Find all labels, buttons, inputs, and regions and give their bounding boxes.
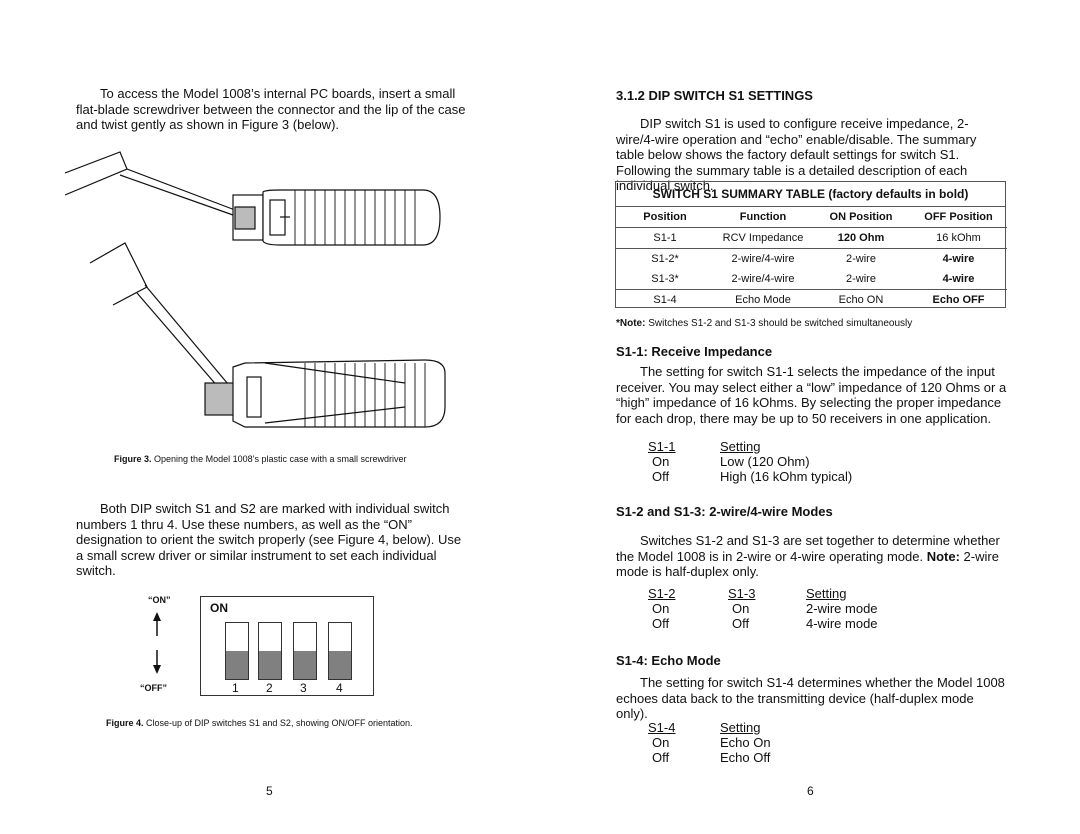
figure-3-label: Figure 3. bbox=[114, 454, 152, 464]
table-header: ON Position bbox=[829, 211, 893, 223]
table-row bbox=[616, 269, 1007, 290]
summary-table-box bbox=[615, 181, 1006, 308]
settings-cell: On bbox=[732, 601, 750, 616]
s1-4-heading: S1-4: Echo Mode bbox=[616, 653, 721, 668]
settings-row bbox=[648, 601, 878, 616]
arrow-up-icon bbox=[152, 612, 162, 636]
dip-switch-1 bbox=[225, 622, 249, 680]
settings-cell: Off bbox=[652, 750, 670, 765]
table-note bbox=[616, 318, 912, 329]
table-cell: 2-wire/4-wire bbox=[731, 273, 795, 285]
s1-1-heading: S1-1: Receive Impedance bbox=[616, 344, 773, 359]
s1-2-3-heading: S1-2 and S1-3: 2-wire/4-wire Modes bbox=[616, 504, 833, 519]
dip-switch-3 bbox=[293, 622, 317, 680]
s1-4-paragraph: The setting for switch S1-4 determines whether the Model 1008 echoes data back to the transmitting device (half-duplex mode only). bbox=[616, 675, 1005, 721]
dip-number-3: 3 bbox=[300, 681, 307, 695]
note-text: Switches S1-2 and S1-3 should be switched simultaneously bbox=[645, 318, 913, 329]
figure-4-label: Figure 4. bbox=[106, 718, 144, 728]
s1-1-settings bbox=[648, 439, 852, 484]
table-cell: S1-4 bbox=[653, 294, 677, 306]
table-cell: S1-2* bbox=[651, 253, 679, 265]
fig4-off-label: “OFF” bbox=[140, 683, 167, 693]
table-header: Position bbox=[643, 211, 687, 223]
section-heading: 3.1.2 DIP SWITCH S1 SETTINGS bbox=[616, 88, 813, 103]
summary-table bbox=[616, 207, 1007, 310]
table-cell: S1-1 bbox=[653, 232, 677, 244]
table-cell: Echo Mode bbox=[735, 294, 791, 306]
figure-3-illustration bbox=[65, 145, 465, 450]
page-number-left: 5 bbox=[266, 784, 273, 798]
settings-row bbox=[648, 454, 852, 469]
settings-col-header: Setting bbox=[720, 720, 761, 735]
table-cell: RCV Impedance bbox=[722, 232, 804, 244]
settings-cell: 2-wire mode bbox=[806, 601, 878, 616]
settings-cell: Low (120 Ohm) bbox=[720, 454, 810, 469]
table-row bbox=[616, 228, 1007, 249]
settings-col-header: Setting bbox=[806, 586, 847, 601]
table-cell: S1-3* bbox=[651, 273, 679, 285]
note-label: *Note: bbox=[616, 318, 646, 329]
table-cell: Echo OFF bbox=[932, 294, 985, 306]
settings-cell: On bbox=[652, 601, 670, 616]
table-cell: Echo ON bbox=[838, 294, 884, 306]
settings-col-header: S1-3 bbox=[728, 586, 756, 601]
dip-box-on-label: ON bbox=[210, 601, 228, 615]
dip-number-2: 2 bbox=[266, 681, 273, 695]
settings-col-header: Setting bbox=[720, 439, 761, 454]
dip-switch-paragraph: Both DIP switch S1 and S2 are marked with individual switch numbers 1 thru 4. Use these numbers, as well as the “ON” designation to orient the switch properly (see Figure 4, below). Use a small screw driver or similar instrument to set each individual switch. bbox=[76, 501, 462, 578]
dip-switch-4 bbox=[328, 622, 352, 680]
table-header: OFF Position bbox=[924, 211, 993, 223]
settings-row bbox=[648, 735, 771, 750]
s1-2-3-settings bbox=[648, 586, 878, 631]
settings-cell: Off bbox=[652, 616, 670, 631]
table-row bbox=[616, 249, 1007, 270]
figure-4-caption-text: Close-up of DIP switches S1 and S2, showing ON/OFF orientation. bbox=[146, 718, 413, 728]
s1-2-3-text-a: Switches S1-2 and S1-3 are set together to determine whether the Model 1008 is in 2-wire or 4-wire operating mode. bbox=[616, 533, 1000, 564]
settings-cell: On bbox=[652, 735, 670, 750]
settings-col-header: S1-2 bbox=[648, 586, 676, 601]
table-cell: 120 Ohm bbox=[837, 232, 885, 244]
s1-2-3-text-b: 2-wire mode is half-duplex only. bbox=[616, 548, 999, 579]
dip-number-1: 1 bbox=[232, 681, 239, 695]
dip-switch-2 bbox=[258, 622, 282, 680]
intro-paragraph: To access the Model 1008’s internal PC boards, insert a small flat-blade screwdriver between the connector and the lip of the case and twist gently as shown in Figure 3 (below). bbox=[76, 86, 466, 132]
fig4-on-label: “ON” bbox=[148, 595, 171, 605]
settings-cell: Echo Off bbox=[720, 750, 771, 765]
settings-cell: Off bbox=[732, 616, 750, 631]
dip-switch-box bbox=[200, 596, 374, 696]
s1-4-settings bbox=[648, 720, 771, 765]
settings-cell: Echo On bbox=[720, 735, 771, 750]
summary-table-title: SWITCH S1 SUMMARY TABLE (factory defaults in bold) bbox=[616, 182, 1005, 207]
settings-row bbox=[648, 750, 771, 765]
table-row bbox=[616, 290, 1007, 311]
table-cell: 2-wire bbox=[846, 273, 876, 285]
settings-row bbox=[648, 616, 878, 631]
table-cell: 2-wire/4-wire bbox=[731, 253, 795, 265]
settings-row bbox=[648, 469, 852, 484]
s1-1-paragraph: The setting for switch S1-1 selects the impedance of the input receiver. You may select either a “low” impedance of 120 Ohms or a “high” impedance of 16 kOhms. By selecting the proper impedance for each drop, there may be up to 50 receivers in one application. bbox=[616, 364, 1007, 426]
settings-col-header: S1-1 bbox=[648, 439, 676, 454]
settings-cell: Off bbox=[652, 469, 670, 484]
table-cell: 2-wire bbox=[846, 253, 876, 265]
table-header: Function bbox=[739, 211, 787, 223]
settings-cell: High (16 kOhm typical) bbox=[720, 469, 853, 484]
arrow-down-icon bbox=[152, 650, 162, 674]
s1-2-3-paragraph bbox=[616, 533, 1008, 580]
settings-cell: 4-wire mode bbox=[806, 616, 878, 631]
dip-number-4: 4 bbox=[336, 681, 343, 695]
section-intro: DIP switch S1 is used to configure receive impedance, 2-wire/4-wire operation and “echo” enable/disable. The summary table below shows the factory default settings for switch S1. Following the summary table is a detailed description of each individual switch. bbox=[616, 116, 977, 193]
table-cell: 16 kOhm bbox=[936, 232, 981, 244]
settings-col-header: S1-4 bbox=[648, 720, 676, 735]
figure-4-caption bbox=[106, 718, 446, 729]
page-number-right: 6 bbox=[807, 784, 814, 798]
figure-3-caption bbox=[114, 454, 444, 465]
table-cell: 4-wire bbox=[942, 253, 975, 265]
figure-3-caption-text: Opening the Model 1008’s plastic case with a small screwdriver bbox=[154, 454, 407, 464]
table-cell: 4-wire bbox=[942, 273, 975, 285]
settings-cell: On bbox=[652, 454, 670, 469]
s1-2-3-note-label: Note: bbox=[926, 548, 960, 564]
